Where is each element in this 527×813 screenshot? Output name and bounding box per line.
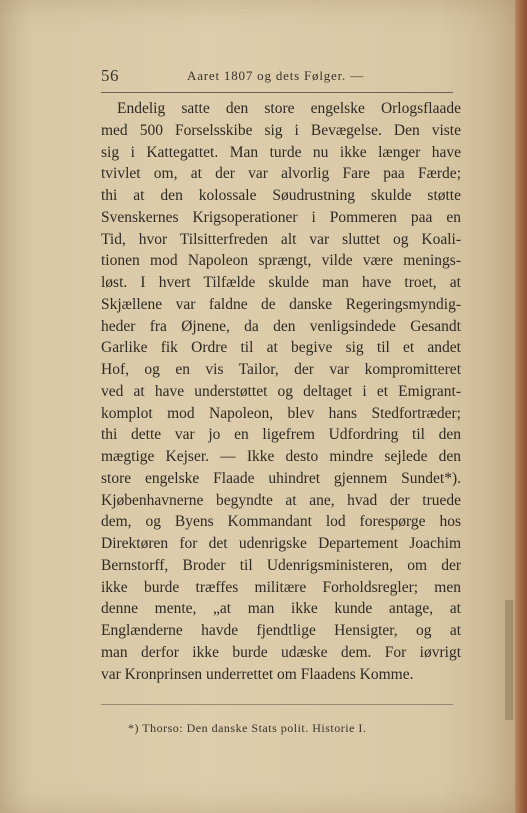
text-line: Englænderne havde fjendtlige Hensigter, og at: [101, 622, 461, 639]
text-line: denne mente, „at man ikke kunde antage, at: [101, 600, 461, 618]
running-head: Aaret 1807 og dets Følger. —: [187, 68, 364, 83]
text-line: thi at den kolossale Søudrustning skulde støtte: [101, 187, 461, 204]
text-line: man derfor ikke burde udæske dem. For iøvrigt: [101, 643, 461, 661]
page-stain: [505, 600, 513, 720]
text-line: Hof, og en vis Tailor, der var kompromitteret: [101, 361, 461, 378]
header-rule: [101, 92, 453, 93]
text-line: dem, og Byens Kommandant lod forespørge hos: [101, 513, 461, 531]
text-line: Garlike fik Ordre til at begive sig til et andet: [101, 339, 461, 357]
page-edge: [515, 0, 527, 813]
text-line: tvivlet om, at der var alvorlig Fare paa Færde;: [101, 165, 461, 183]
body-text: [101, 98, 461, 685]
text-line: løst. I hvert Tilfælde skulde man have troet, at: [101, 274, 461, 291]
text-line: mægtige Kejser. — Ikke desto mindre sejlede den: [101, 448, 461, 465]
text-line: Skjællene var faldne de danske Regeringsmyndig-: [101, 295, 461, 313]
text-line: sig i Kattegattet. Man turde nu ikke længer have: [101, 143, 461, 161]
page-header: [101, 66, 461, 88]
text-line: heder fra Øjnene, da den venligsindede Gesandt: [101, 317, 461, 335]
text-line: Endelig satte den store engelske Orlogsflaade: [117, 100, 461, 117]
text-line: thi dette var jo en ligefrem Udfordring til den: [101, 426, 461, 444]
text-line: Bernstorff, Broder til Udenrigsministeren, om der: [101, 556, 461, 574]
text-line: Kjøbenhavnerne begyndte at ane, hvad der truede: [101, 491, 461, 509]
text-line: var Kronprinsen underrettet om Flaadens Komme.: [101, 665, 414, 683]
page-number: 56: [101, 66, 119, 85]
text-line: tionen mod Napoleon sprængt, vilde være menings-: [101, 252, 461, 270]
text-line: komplot mod Napoleon, blev hans Stedfortræder;: [101, 404, 461, 422]
text-line: med 500 Forselsskibe sig i Bevægelse. Den viste: [101, 121, 461, 139]
text-line: store engelske Flaade uhindret gjennem Sundet*).: [101, 469, 461, 487]
footnote-rule: [101, 704, 453, 705]
footnote: *) Thorso: Den danske Stats polit. Historie I.: [128, 721, 367, 735]
text-line: Svenskernes Krigsoperationer i Pommeren paa en: [101, 208, 461, 226]
text-line: Tid, hvor Tilsitterfreden alt var sluttet og Koali-: [101, 230, 461, 248]
text-line: Direktøren for det udenrigske Departement Joachim: [101, 535, 461, 552]
text-line: ikke burde træffes militære Forholdsregler; men: [101, 578, 461, 596]
text-line: ved at have understøttet og deltaget i et Emigrant-: [101, 382, 461, 400]
